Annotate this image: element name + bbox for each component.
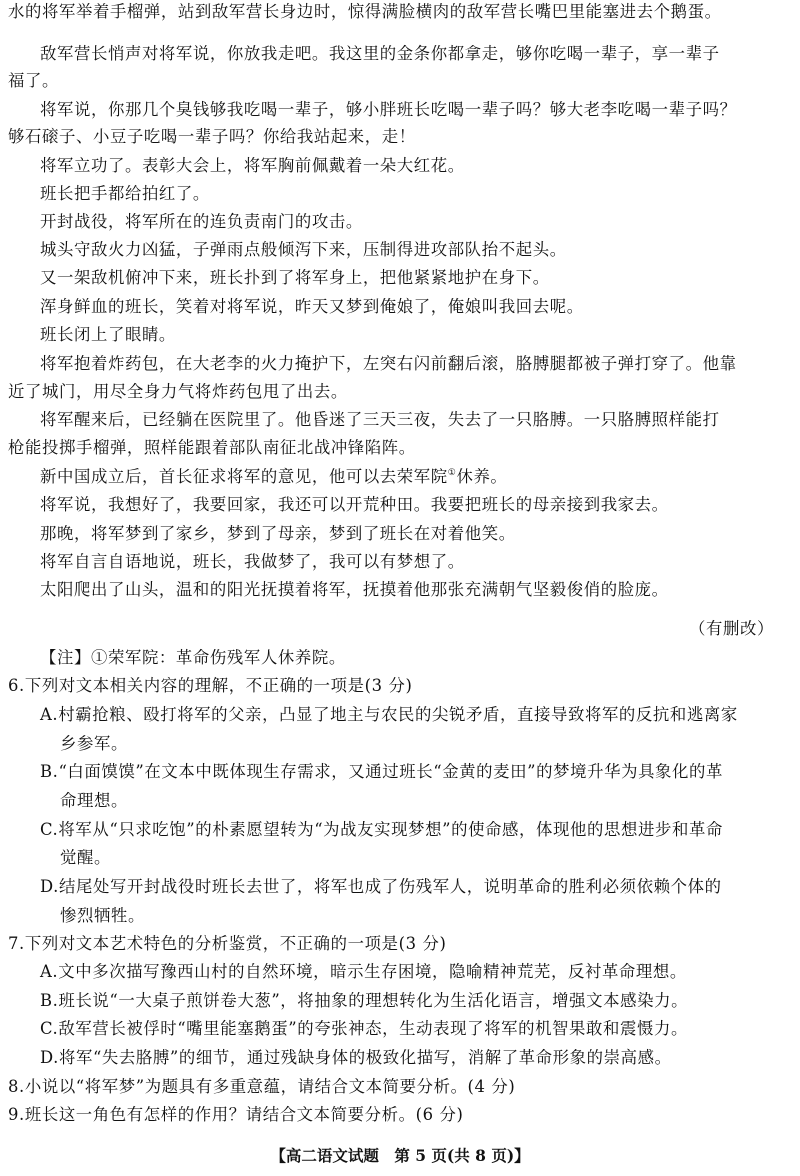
question-6-option-d: D.结尾处写开封战役时班长去世了，将军也成了伤残军人，说明革命的胜利必须依赖个体的 — [40, 877, 722, 896]
paragraph-line: 班长闭上了眼睛。 — [40, 325, 176, 344]
footnote-marker: ① — [447, 468, 457, 478]
question-9: 9.班长这一角色有怎样的作用？请结合文本简要分析。(6 分) — [8, 1105, 464, 1124]
paragraph-line: 枪能投掷手榴弹，照样能跟着部队南征北战冲锋陷阵。 — [8, 438, 416, 457]
paragraph-line: 敌军营长悄声对将军说，你放我走吧。我这里的金条你都拿走，够你吃喝一辈子，享一辈子 — [40, 44, 720, 63]
question-6-stem: 6.下列对文本相关内容的理解，不正确的一项是(3 分) — [8, 676, 413, 695]
question-6-option-a-cont: 乡参军。 — [60, 734, 128, 753]
paragraph-line: 城头守敌火力凶猛，子弹雨点般倾泻下来，压制得进攻部队抬不起头。 — [40, 240, 567, 259]
paragraph-line: 那晚，将军梦到了家乡，梦到了母亲，梦到了班长在对着他笑。 — [40, 524, 516, 543]
paragraph-line: 够石磙子、小豆子吃喝一辈子吗？你给我站起来，走！ — [8, 127, 416, 146]
paragraph-line: 将军抱着炸药包，在大老李的火力掩护下，左突右闪前翻后滚，胳膊腿都被子弹打穿了。他靠 — [40, 354, 737, 373]
paragraph-line: 班长把手都给拍红了。 — [40, 184, 210, 203]
question-8: 8.小说以“将军梦”为题具有多重意蕴，请结合文本简要分析。(4 分) — [8, 1077, 516, 1096]
source-note: （有删改） — [689, 619, 774, 638]
paragraph-line: 将军立功了。表彰大会上，将军胸前佩戴着一朵大红花。 — [40, 156, 465, 175]
page-footer: 【高二语文试题 第 5 页(共 8 页)】 — [270, 1146, 530, 1165]
question-6-option-b-cont: 命理想。 — [60, 791, 128, 810]
paragraph-line: 将军自言自语地说，班长，我做梦了，我可以有梦想了。 — [40, 552, 465, 571]
paragraph-line: 将军说，你那几个臭钱够我吃喝一辈子，够小胖班长吃喝一辈子吗？够大老李吃喝一辈子吗？ — [40, 100, 737, 119]
paragraph-line: 福了。 — [8, 71, 59, 90]
question-6-option-d-cont: 惨烈牺牲。 — [60, 906, 145, 925]
question-6-option-a: A.村霸抢粮、殴打将军的父亲，凸显了地主与农民的尖锐矛盾，直接导致将军的反抗和逃离家 — [40, 705, 738, 724]
question-6-option-b: B.“白面馍馍”在文本中既体现生存需求，又通过班长“金黄的麦田”的梦境升华为具象化的革 — [40, 762, 724, 781]
question-7-option-a: A.文中多次描写豫西山村的自然环境，暗示生存困境，隐喻精神荒芜，反衬革命理想。 — [40, 962, 687, 981]
footnote: 【注】①荣军院：革命伤残军人休养院。 — [40, 648, 346, 667]
paragraph-line: 浑身鲜血的班长，笑着对将军说，昨天又梦到俺娘了，俺娘叫我回去呢。 — [40, 297, 584, 316]
question-6-option-c-cont: 觉醒。 — [60, 848, 111, 867]
paragraph-line: 近了城门，用尽全身力气将炸药包甩了出去。 — [8, 382, 348, 401]
question-7-option-d: D.将军“失去胳膊”的细节，通过残缺身体的极致化描写，消解了革命形象的崇高感。 — [40, 1048, 672, 1067]
question-7-option-c: C.敌军营长被俘时“嘴里能塞鹅蛋”的夸张神态，生动表现了将军的机智果敢和震慑力。 — [40, 1019, 688, 1038]
question-6-option-c: C.将军从“只求吃饱”的朴素愿望转为“为战友实现梦想”的使命感，体现他的思想进步和革命 — [40, 820, 723, 839]
paragraph-line: 开封战役，将军所在的连负责南门的攻击。 — [40, 212, 363, 231]
paragraph-line: 新中国成立后，首长征求将军的意见，他可以去荣军院①休养。 — [40, 467, 508, 486]
paragraph-line: 太阳爬出了山头，温和的阳光抚摸着将军，抚摸着他那张充满朝气坚毅俊俏的脸庞。 — [40, 580, 669, 599]
paragraph-line: 又一架敌机俯冲下来，班长扑到了将军身上，把他紧紧地护在身下。 — [40, 268, 550, 287]
paragraph-line: 水的将军举着手榴弹，站到敌军营长身边时，惊得满脸横肉的敌军营长嘴巴里能塞进去个鹅蛋。 — [8, 2, 722, 21]
question-7-option-b: B.班长说“一大桌子煎饼卷大葱”，将抽象的理想转化为生活化语言，增强文本感染力。 — [40, 991, 689, 1010]
paragraph-line: 将军醒来后，已经躺在医院里了。他昏迷了三天三夜，失去了一只胳膊。一只胳膊照样能打 — [40, 410, 720, 429]
paragraph-line: 将军说，我想好了，我要回家，我还可以开荒种田。我要把班长的母亲接到我家去。 — [40, 495, 669, 514]
question-7-stem: 7.下列对文本艺术特色的分析鉴赏，不正确的一项是(3 分) — [8, 934, 447, 953]
